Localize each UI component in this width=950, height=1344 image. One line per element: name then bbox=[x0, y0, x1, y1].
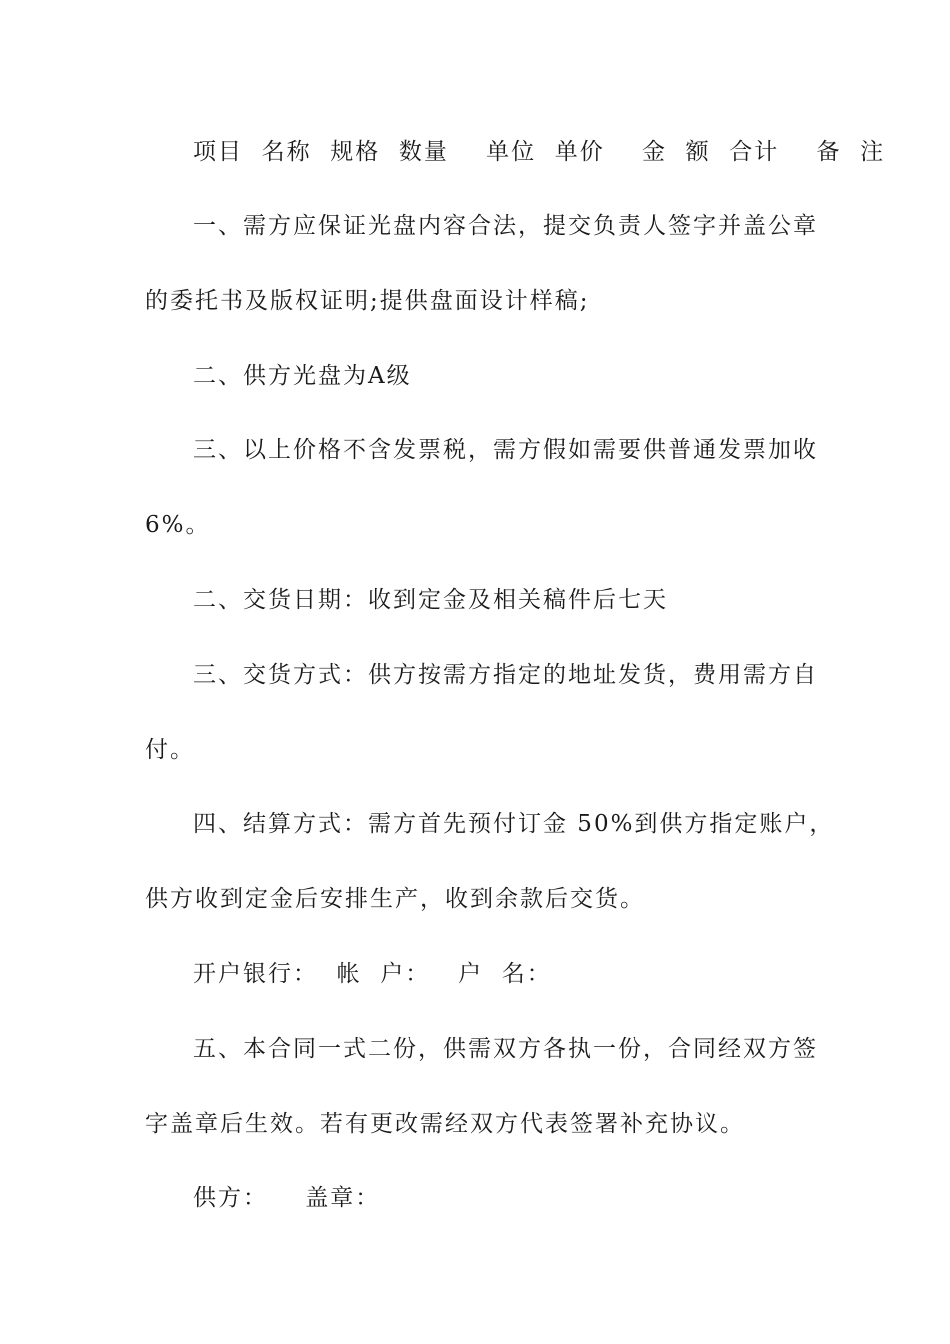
delivery-method-line-2: 付。 bbox=[145, 737, 195, 763]
supplier-signature-line: 供方： 盖章： bbox=[193, 1185, 381, 1211]
bank-info-line: 开户银行： 帐 户： 户 名： bbox=[193, 961, 552, 987]
clause-5-line-2: 字盖章后生效。若有更改需经双方代表签署补充协议。 bbox=[145, 1111, 745, 1137]
clause-2-line: 二、供方光盘为A级 bbox=[193, 363, 412, 389]
delivery-date-line: 二、交货日期：收到定金及相关稿件后七天 bbox=[193, 587, 668, 613]
clause-3-line-1: 三、以上价格不含发票税，需方假如需要供普通发票加收 bbox=[193, 437, 818, 463]
clause-1-line-2: 的委托书及版权证明;提供盘面设计样稿; bbox=[145, 288, 590, 314]
settlement-line-2: 供方收到定金后安排生产，收到余款后交货。 bbox=[145, 886, 645, 912]
table-header-line: 项目 名称 规格 数量 单位 单价 金 额 合计 备 注 bbox=[193, 139, 886, 165]
clause-3-line-2: 6%。 bbox=[145, 512, 211, 538]
clause-1-line-1: 一、需方应保证光盘内容合法，提交负责人签字并盖公章 bbox=[193, 213, 818, 239]
settlement-line-1: 四、结算方式：需方首先预付订金 50%到供方指定账户， bbox=[193, 811, 835, 837]
delivery-method-line-1: 三、交货方式：供方按需方指定的地址发货，费用需方自 bbox=[193, 662, 818, 688]
clause-5-line-1: 五、本合同一式二份，供需双方各执一份，合同经双方签 bbox=[193, 1036, 818, 1062]
